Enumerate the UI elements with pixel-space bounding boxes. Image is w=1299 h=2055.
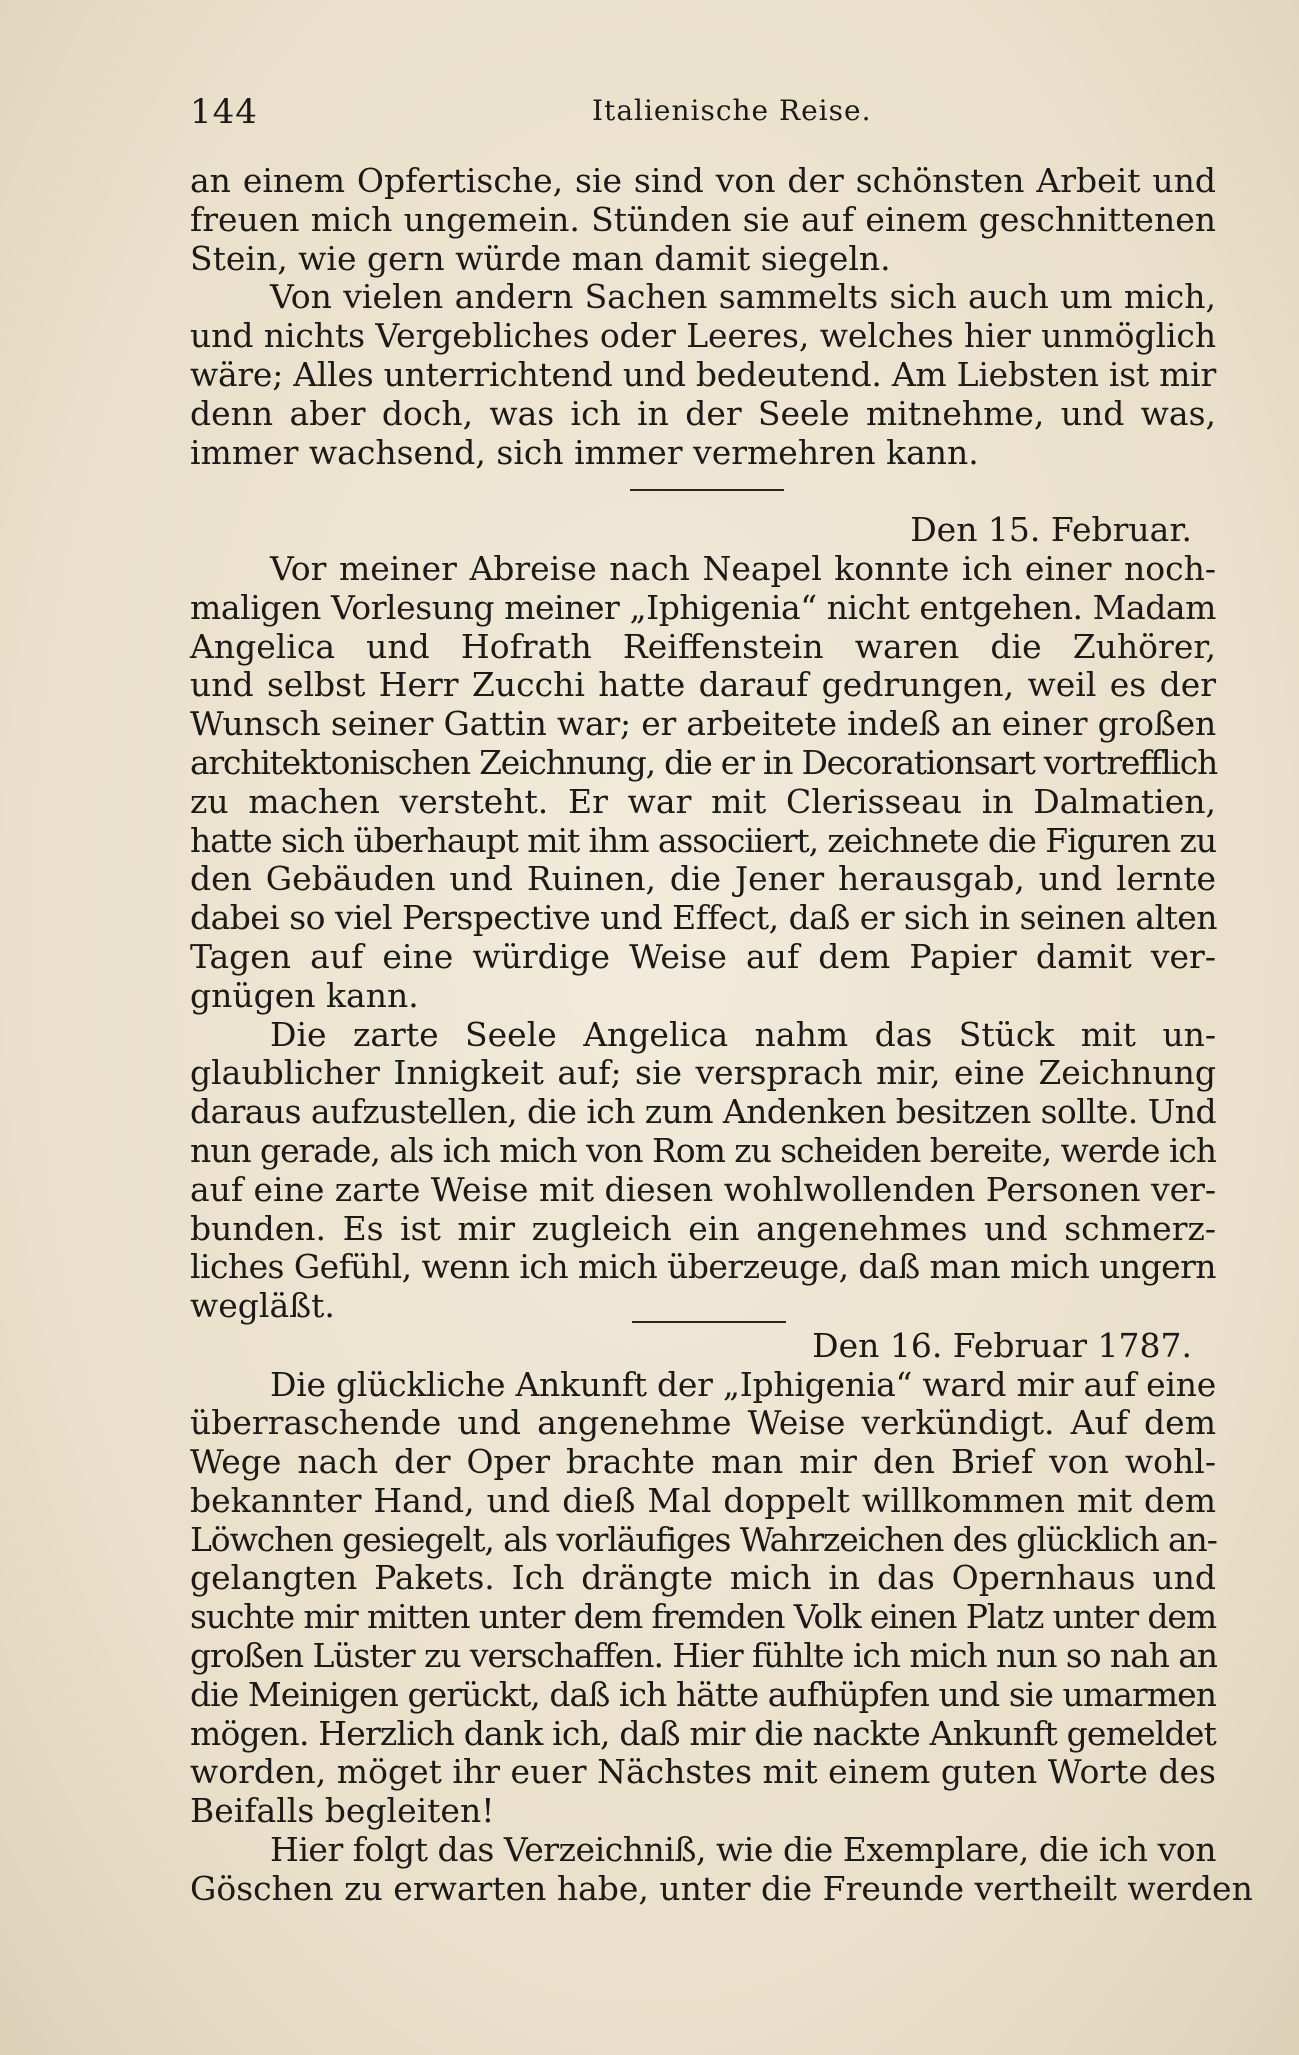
- text-line: nun gerade, als ich mich von Rom zu scheiden bereite, werde ich: [190, 1130, 1216, 1170]
- text-line: an einem Opfertische, sie sind von der schönsten Arbeit und: [190, 161, 1216, 200]
- paragraph-4: [190, 1016, 1220, 1326]
- date-heading-1: Den 15. Februar.: [910, 510, 1192, 550]
- text-line: bunden. Es ist mir zugleich ein angenehmes und schmerz-: [190, 1208, 1216, 1248]
- divider-rule: [632, 1321, 786, 1323]
- text-line: auf eine zarte Weise mit diesen wohlwollenden Personen ver-: [190, 1169, 1216, 1209]
- page-header: [190, 92, 1220, 142]
- text-line: hatte sich überhaupt mit ihm associiert, zeichnete die Figuren zu: [190, 820, 1216, 860]
- paragraph-2: [190, 278, 1220, 472]
- text-line: Tagen auf eine würdige Weise auf dem Papier damit ver-: [190, 936, 1216, 976]
- text-line: Hier folgt das Verzeichniß, wie die Exemplare, die ich von: [270, 1830, 1216, 1870]
- text-line: Wunsch seiner Gattin war; er arbeitete indeß an einer großen: [190, 704, 1216, 744]
- text-line: Beifalls begleiten!: [190, 1791, 495, 1831]
- text-line: bekannter Hand, und dieß Mal doppelt willkommen mit dem: [190, 1480, 1216, 1520]
- divider-rule: [630, 489, 784, 491]
- text-line: Löwchen gesiegelt, als vorläufiges Wahrzeichen des glücklich an-: [190, 1519, 1217, 1559]
- text-line: den Gebäuden und Ruinen, die Jener herausgab, und lernte: [190, 859, 1216, 899]
- text-line: denn aber doch, was ich in der Seele mitnehme, und was,: [190, 393, 1216, 433]
- text-line: Die glückliche Ankunft der „Iphigenia“ ward mir auf eine: [270, 1364, 1216, 1404]
- paragraph-6: [190, 1830, 1253, 1909]
- text-line: freuen mich ungemein. Stünden sie auf einem geschnittenen: [190, 199, 1216, 239]
- paragraph-3: [190, 550, 1220, 1016]
- text-line: und nichts Vergebliches oder Leeres, welches hier unmöglich: [190, 316, 1216, 356]
- text-line: Stein, wie gern würde man damit siegeln.: [190, 238, 891, 278]
- text-line: suchte mir mitten unter dem fremden Volk einen Platz unter dem: [190, 1597, 1216, 1637]
- text-line: Wege nach der Oper brachte man mir den Brief von wohl-: [190, 1442, 1216, 1482]
- paragraph-1: [190, 162, 1220, 278]
- running-head: Italienische Reise.: [592, 94, 872, 127]
- text-line: mögen. Herzlich dank ich, daß mir die nackte Ankunft gemeldet: [190, 1713, 1216, 1753]
- text-line: dabei so viel Perspective und Effect, daß er sich in seinen alten: [190, 898, 1217, 938]
- text-line: glaublicher Innigkeit auf; sie versprach mir, eine Zeichnung: [190, 1053, 1216, 1093]
- body-text: [190, 161, 1253, 1909]
- section-divider: [190, 1304, 1220, 1343]
- text-line: zu machen versteht. Er war mit Clerisseau in Dalmatien,: [190, 781, 1216, 821]
- text-line: wegläßt.: [190, 1286, 335, 1326]
- text-line: worden, möget ihr euer Nächstes mit einem guten Worte des: [190, 1752, 1216, 1792]
- text-line: gelangten Pakets. Ich drängte mich in das Opernhaus und: [190, 1558, 1216, 1598]
- text-line: gnügen kann.: [190, 975, 419, 1015]
- paragraph-5: [190, 1366, 1220, 1832]
- text-line: Vor meiner Abreise nach Neapel konnte ich einer noch-: [270, 548, 1216, 588]
- text-line: wäre; Alles unterrichtend und bedeutend. Am Liebsten ist mir: [190, 354, 1216, 394]
- text-line: immer wachsend, sich immer vermehren kann.: [190, 432, 979, 472]
- text-line: daraus aufzustellen, die ich zum Andenken besitzen sollte. Und: [190, 1092, 1216, 1132]
- text-line: Angelica und Hofrath Reiffenstein waren die Zuhörer,: [190, 626, 1216, 666]
- page-number: 144: [190, 92, 258, 132]
- text-line: großen Lüster zu verschaffen. Hier fühlte ich mich nun so nah an: [190, 1636, 1217, 1676]
- text-line: die Meinigen gerückt, daß ich hätte aufhüpfen und sie umarmen: [190, 1674, 1216, 1714]
- text-line: Göschen zu erwarten habe, unter die Freunde vertheilt werden: [190, 1868, 1253, 1908]
- text-line: Von vielen andern Sachen sammelts sich auch um mich,: [270, 277, 1216, 317]
- text-line: Die zarte Seele Angelica nahm das Stück mit un-: [270, 1014, 1216, 1054]
- text-line: und selbst Herr Zucchi hatte darauf gedrungen, weil es der: [190, 665, 1216, 705]
- text-line: maligen Vorlesung meiner „Iphigenia“ nicht entgehen. Madam: [190, 587, 1216, 627]
- date-heading-2: Den 16. Februar 1787.: [812, 1325, 1192, 1365]
- text-line: architektonischen Zeichnung, die er in Decorationsart vortrefflich: [190, 742, 1217, 782]
- text-line: überraschende und angenehme Weise verkündigt. Auf dem: [190, 1403, 1216, 1443]
- text-line: liches Gefühl, wenn ich mich überzeuge, daß man mich ungern: [190, 1247, 1216, 1287]
- section-divider: [190, 472, 1220, 511]
